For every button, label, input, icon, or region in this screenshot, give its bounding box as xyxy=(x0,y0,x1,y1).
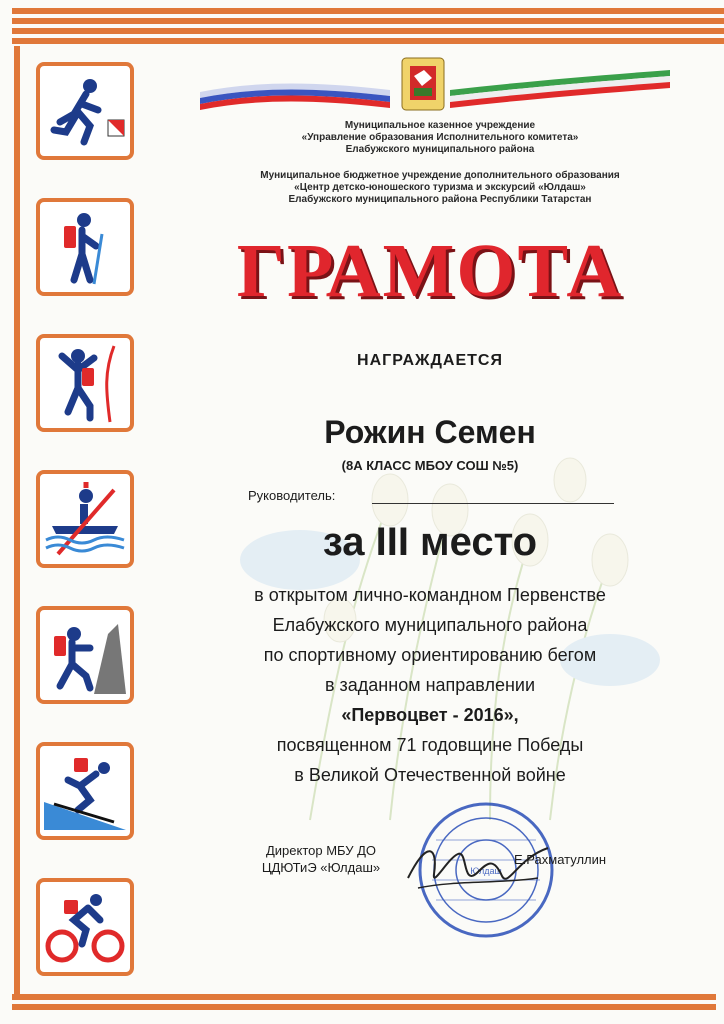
recipient-details: (8А КЛАСС МБОУ СОШ №5) xyxy=(341,458,519,473)
orienteering-runner-icon xyxy=(36,62,134,160)
frame-top-stripes xyxy=(12,8,724,46)
flag-ribbon-with-emblem xyxy=(200,56,670,116)
description-line: в заданном направлении xyxy=(324,675,536,695)
cyclist-icon xyxy=(36,878,134,976)
awarded-label: НАГРАЖДАЕТСЯ xyxy=(357,352,503,369)
award-description xyxy=(180,580,680,790)
description-line: по спортивному ориентированию бегом xyxy=(263,645,597,665)
signer-position: Директор МБУ ДО ЦДЮТиЭ «Юлдаш» xyxy=(261,843,381,875)
recipient-name: Рожин Семен xyxy=(324,414,536,450)
climber-icon xyxy=(36,334,134,432)
kayaker-icon xyxy=(36,470,134,568)
organization-tourism-center: Муниципальное бюджетное учреждение дополнительного образования «Центр детско-юношеского туризма и экскурсий «Юлдаш» Елабужского муниципального района Республики Татарстан xyxy=(260,170,620,205)
leader-label: Руководитель: xyxy=(248,488,336,503)
frame-left-border xyxy=(14,46,20,994)
leader-blank-line xyxy=(372,503,614,504)
mountaineer-icon xyxy=(36,606,134,704)
description-line: посвященном 71 годовщине Победы xyxy=(276,735,584,755)
svg-text:Юлдаш: Юлдаш xyxy=(470,866,502,876)
frame-bottom-stripes xyxy=(12,994,716,1016)
description-line: в Великой Отечественной войне xyxy=(294,765,566,785)
certificate-title: ГРАМОТА xyxy=(236,229,624,313)
organization-education-department: Муниципальное казенное учреждение «Управление образования Исполнительного комитета» Елабужского муниципального района xyxy=(301,120,579,155)
description-line: Елабужского муниципального района xyxy=(272,615,588,635)
skier-icon xyxy=(36,742,134,840)
description-line: в открытом лично-командном Первенстве xyxy=(254,585,606,605)
city-emblem-icon xyxy=(402,58,444,110)
signer-name: Е.Рахматуллин xyxy=(514,852,607,867)
hiker-icon xyxy=(36,198,134,296)
place-awarded: за III место xyxy=(322,520,538,564)
event-name: «Первоцвет - 2016», xyxy=(341,705,519,725)
